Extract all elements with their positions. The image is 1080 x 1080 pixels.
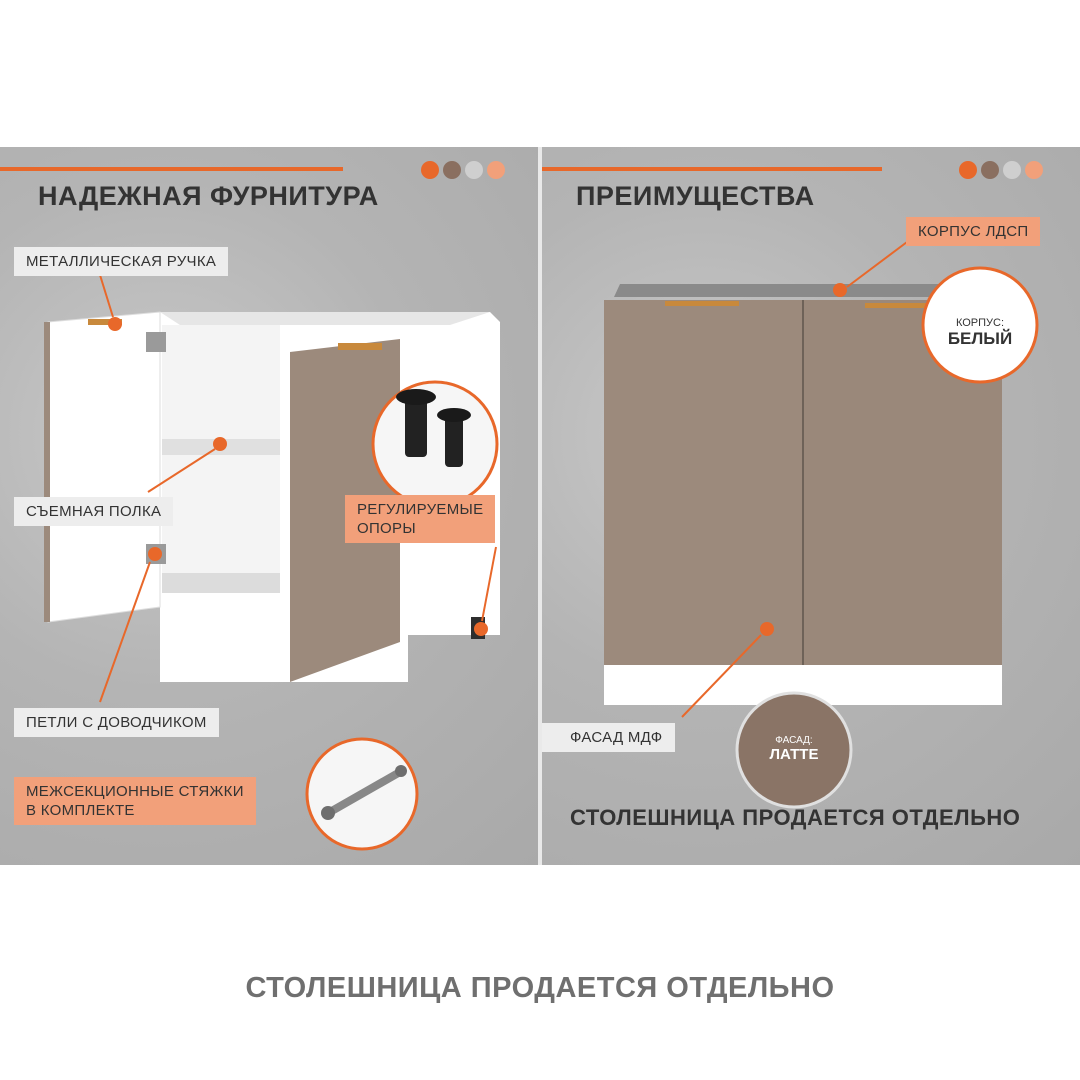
right-door-handle <box>338 343 382 350</box>
bottom-caption: СТОЛЕШНИЦА ПРОДАЕТСЯ ОТДЕЛЬНО <box>245 972 835 1004</box>
ties-label-line2: В КОМПЛЕКТЕ <box>26 802 135 819</box>
facade-color-caption-label: ФАСАД: <box>775 735 813 746</box>
supports-detail-circle <box>373 382 497 506</box>
hinge-top <box>146 332 166 352</box>
callout-line <box>847 242 907 287</box>
marker-dot <box>833 283 847 297</box>
cabinet-bottom <box>162 573 280 593</box>
supports-label <box>345 495 495 543</box>
supports-label-line2: ОПОРЫ <box>357 520 416 537</box>
marker-dot <box>108 317 122 331</box>
countertop-note: СТОЛЕШНИЦА ПРОДАЕТСЯ ОТДЕЛЬНО <box>570 805 1021 830</box>
facade-color-value: ЛАТТЕ <box>769 746 819 763</box>
left-facade-door <box>604 300 802 665</box>
tie-bolt-icon <box>395 765 407 777</box>
left-door-handle <box>665 301 739 306</box>
body-color-caption-label: КОРПУС: <box>955 317 1005 329</box>
facade-material-label: ФАСАД МДФ <box>542 723 675 752</box>
panel-title: ПРЕИМУЩЕСТВА <box>576 181 815 211</box>
support-foot-icon <box>445 415 463 467</box>
body-material-label: КОРПУС ЛДСП <box>906 217 1040 246</box>
marker-dot <box>213 437 227 451</box>
marker-dot <box>474 622 488 636</box>
panel-title: НАДЕЖНАЯ ФУРНИТУРА <box>38 181 379 211</box>
right-panel <box>542 147 1080 865</box>
hinges-label: ПЕТЛИ С ДОВОДЧИКОМ <box>14 708 219 737</box>
left-door <box>48 312 160 622</box>
body-color-value: БЕЛЫЙ <box>947 329 1013 348</box>
marker-dot <box>148 547 162 561</box>
support-foot-icon <box>437 408 471 422</box>
ties-label <box>14 777 256 825</box>
facade-color-caption <box>737 735 851 763</box>
cabinet-top-edge <box>160 312 490 325</box>
cabinet-top-edge <box>614 284 947 297</box>
body-color-caption <box>923 317 1037 349</box>
support-foot-icon <box>405 397 427 457</box>
tie-bolt-icon <box>321 806 335 820</box>
callout-line <box>100 275 113 317</box>
handle-label: МЕТАЛЛИЧЕСКАЯ РУЧКА <box>14 247 228 276</box>
shelf-label: СЪЕМНАЯ ПОЛКА <box>14 497 173 526</box>
left-door-edge <box>44 322 50 622</box>
ties-label-line1: МЕЖСЕКЦИОННЫЕ СТЯЖКИ <box>26 783 244 800</box>
supports-label-line1: РЕГУЛИРУЕМЫЕ <box>357 501 484 518</box>
left-panel <box>0 147 538 865</box>
support-foot-icon <box>396 389 436 405</box>
marker-dot <box>760 622 774 636</box>
